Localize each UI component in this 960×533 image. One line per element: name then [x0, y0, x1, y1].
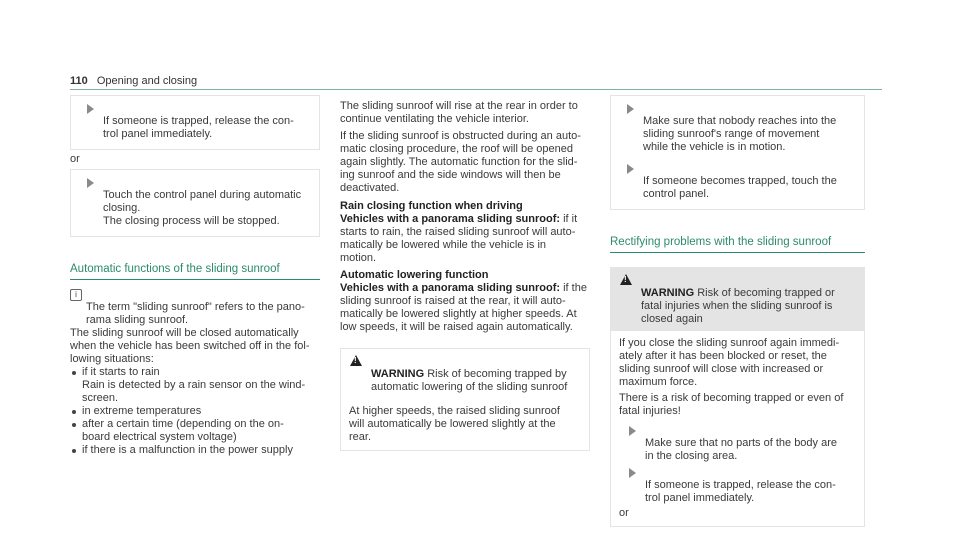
- page-header: [70, 75, 197, 88]
- warning-box: [610, 267, 865, 527]
- intro-paragraph: The sliding sunroof will be closed automatically when the vehicle has been switched off in the fol- lowing situations:: [70, 327, 310, 365]
- warning-label: WARNING: [371, 368, 425, 380]
- warning-icon: [620, 274, 632, 285]
- or-label: or: [70, 153, 80, 165]
- step-arrow-icon: [629, 426, 636, 436]
- list-item-detail: Rain is detected by a rain sensor on the wind- screen.: [82, 379, 306, 404]
- instruction-step: If someone is trapped, release the con- trol panel immediately.: [619, 466, 856, 505]
- list-item: if there is a malfunction in the power supply: [70, 444, 320, 457]
- paragraph: There is a risk of becoming trapped or even of fatal injuries!: [619, 392, 844, 417]
- instruction-step: If someone is trapped, release the con- trol panel immediately.: [79, 102, 311, 141]
- warning-icon: [350, 355, 362, 366]
- chapter-title: Opening and closing: [96, 75, 198, 87]
- warning-body: At higher speeds, the raised sliding sunroof will automatically be lowered slightly at the rear.: [349, 405, 560, 443]
- paragraph: The sliding sunroof will rise at the rear in order to continue ventilating the vehicle interior.: [340, 100, 578, 125]
- step-arrow-icon: [87, 178, 94, 188]
- warning-body: [611, 331, 864, 526]
- page-number: 110: [70, 75, 88, 87]
- list-item: after a certain time (depending on the on- board electrical system voltage): [70, 418, 320, 444]
- warning-box: [340, 348, 590, 451]
- list-item: in extreme temperatures: [70, 405, 320, 418]
- instruction-step: If someone becomes trapped, touch the control panel.: [619, 162, 856, 201]
- instruction-step: Make sure that nobody reaches into the sliding sunroof's range of movement while the vehicle is in motion.: [619, 102, 856, 154]
- step-arrow-icon: [627, 104, 634, 114]
- note: i The term "sliding sunroof" refers to the pano- rama sliding sunroof.: [70, 288, 320, 327]
- warning-header: ! WARNING Risk of becoming trapped or fatal injuries when the sliding sunroof is closed again: [611, 268, 864, 331]
- instruction-box: [610, 95, 865, 210]
- column-2: [340, 100, 590, 451]
- step-arrow-icon: [627, 164, 634, 174]
- instruction-step: Make sure that no parts of the body are in the closing area.: [619, 424, 856, 463]
- list-item: if it starts to rain: [70, 366, 320, 379]
- warning-header: ! WARNING Risk of becoming trapped by automatic lowering of the sliding sunroof: [341, 349, 589, 399]
- instruction-step: Touch the control panel during automatic closing. The closing process will be stopped.: [79, 176, 311, 228]
- subheading: Automatic lowering function: [340, 269, 489, 281]
- column-1: [70, 95, 320, 457]
- step-arrow-icon: [87, 104, 94, 114]
- section-title: Automatic functions of the sliding sunroof: [70, 263, 320, 280]
- step-arrow-icon: [629, 468, 636, 478]
- paragraph: Vehicles with a panorama sliding sunroof: if the sliding sunroof is raised at the rear, it will auto- matically be lowered slightly at higher speeds. At low speeds, it will be raised again automatically.: [340, 282, 587, 333]
- info-icon: i: [70, 289, 82, 301]
- warning-label: WARNING: [641, 287, 695, 299]
- header-divider: [70, 89, 882, 90]
- subheading: Rain closing function when driving: [340, 200, 523, 212]
- paragraph: If you close the sliding sunroof again immedi- ately after it has been blocked or reset, the sliding sunroof will close with increased or maximum force.: [619, 337, 840, 388]
- section-title: Rectifying problems with the sliding sunroof: [610, 236, 865, 253]
- paragraph: Vehicles with a panorama sliding sunroof: if it starts to rain, the raised sliding sunroof will auto- matically be lowered while the vehicle is in motion.: [340, 213, 578, 264]
- column-3: [610, 95, 865, 527]
- or-label: or: [619, 507, 629, 519]
- instruction-box: [70, 95, 320, 150]
- instruction-box: [70, 169, 320, 237]
- paragraph: If the sliding sunroof is obstructed during an auto- matic closing procedure, the roof will be opened again slightly. The automatic function for the slid- ing sunroof and the side windows will then be deactivated.: [340, 130, 581, 194]
